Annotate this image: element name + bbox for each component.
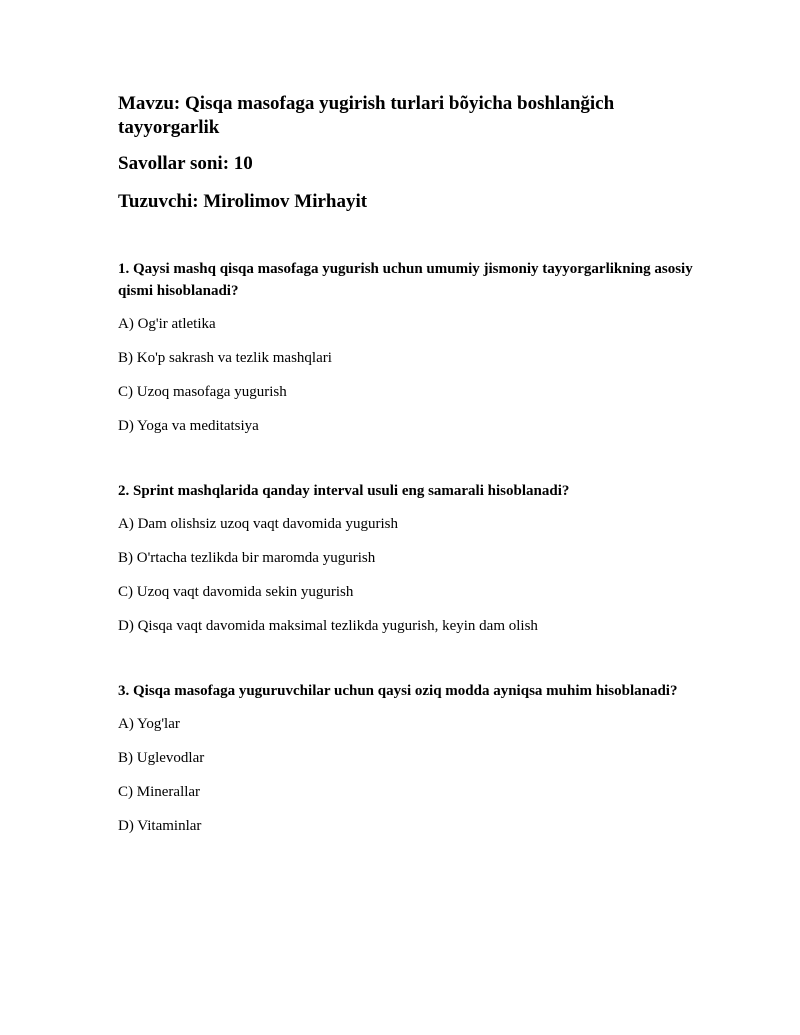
question-text: 1. Qaysi mashq qisqa masofaga yugurish uchun umumiy jismoniy tayyorgarlikning asosiy qismi hisoblanadi? (118, 261, 693, 299)
question-count: Savollar soni: 10 (118, 153, 253, 174)
answer-option: B) O'rtacha tezlikda bir maromda yugurish (118, 550, 376, 566)
question-block (118, 680, 698, 836)
answer-option: C) Uzoq vaqt davomida sekin yugurish (118, 584, 354, 600)
answer-option: A) Dam olishsiz uzoq vaqt davomida yugurish (118, 516, 398, 532)
answer-option: B) Uglevodlar (118, 750, 205, 766)
answer-option: D) Yoga va meditatsiya (118, 418, 259, 434)
answer-option: A) Og'ir atletika (118, 316, 216, 332)
question-block (118, 258, 698, 436)
topic-title: Mavzu: Qisqa masofaga yugirish turlari bõyicha boshlanğich tayyorgarlik (118, 93, 615, 138)
answer-option: A) Yog'lar (118, 716, 180, 732)
question-list (118, 258, 698, 836)
answer-option: C) Minerallar (118, 784, 201, 800)
question-text: 3. Qisqa masofaga yuguruvchilar uchun qaysi oziq modda ayniqsa muhim hisoblanadi? (118, 683, 678, 699)
question-block (118, 480, 698, 636)
author: Tuzuvchi: Mirolimov Mirhayit (118, 191, 368, 212)
answer-option: D) Vitaminlar (118, 818, 202, 834)
answer-option: D) Qisqa vaqt davomida maksimal tezlikda yugurish, keyin dam olish (118, 618, 538, 634)
question-text: 2. Sprint mashqlarida qanday interval usuli eng samarali hisoblanadi? (118, 483, 570, 499)
document-page (118, 92, 698, 880)
answer-option: B) Ko'p sakrash va tezlik mashqlari (118, 350, 332, 366)
answer-option: C) Uzoq masofaga yugurish (118, 384, 287, 400)
